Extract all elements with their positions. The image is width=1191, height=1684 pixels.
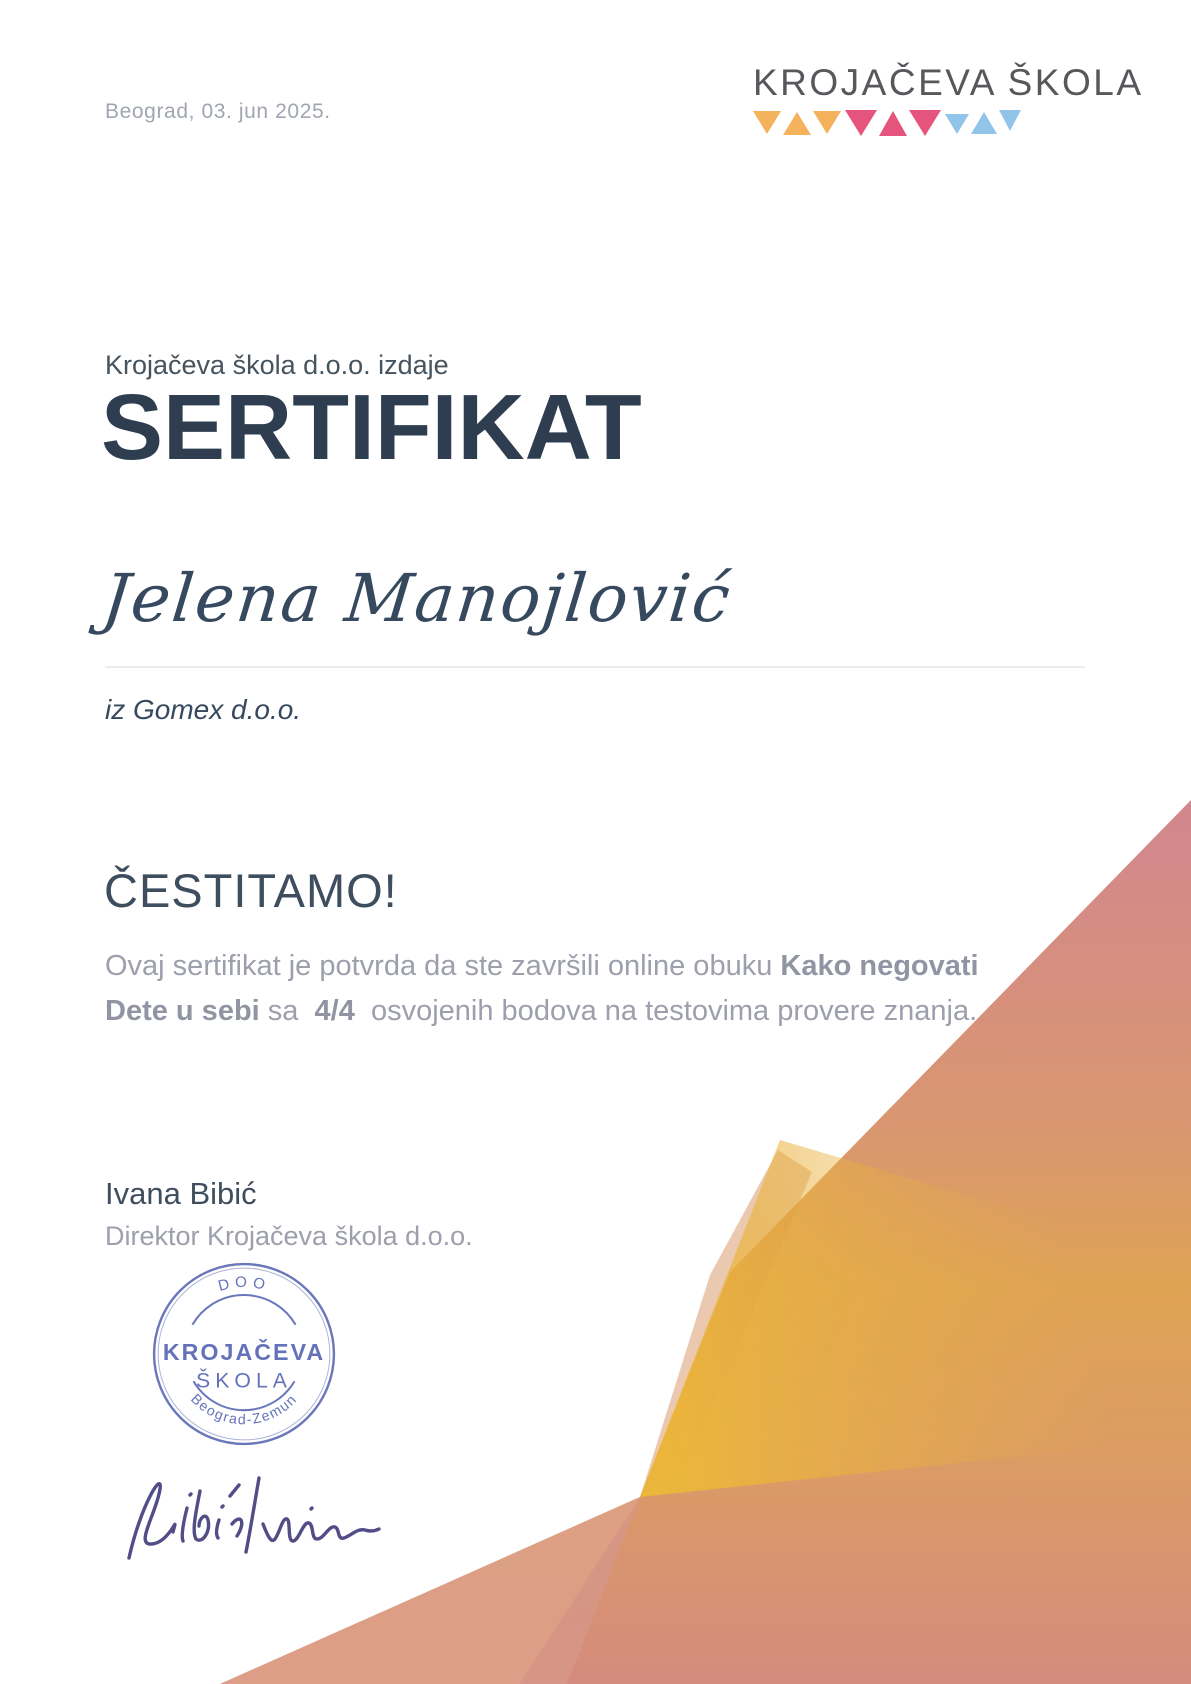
recipient-company-line: iz Gomex d.o.o. [105,694,302,725]
certificate-title: SERTIFIKAT [101,375,642,479]
logo-wordmark: KROJAČEVA ŠKOLA [753,62,1144,103]
stamp-line1: KROJAČEVA [162,1339,326,1366]
date-place-line: Beograd, 03. jun 2025. [105,100,331,123]
company-stamp [148,1258,340,1450]
stamp-bottom-text: Beograd-Zemun [188,1390,300,1428]
logo [753,62,1144,137]
stamp-top-text: DOO [216,1273,272,1295]
congrats-heading: ČESTITAMO! [104,864,398,917]
congrats-body-part3: osvojenih bodova na testovima provere znanja. [354,994,978,1027]
logo-triangle-pattern-icon [753,110,1021,137]
course-title: Kako negovati Dete u sebi [105,950,987,1027]
name-underline [105,666,1085,668]
stamp-line2: ŠKOLA [195,1369,293,1393]
score-value: 4/4 [314,994,355,1027]
issuer-line: Krojačeva škola d.o.o. izdaje [105,350,449,380]
signer-name: Ivana Bibić [105,1176,257,1211]
congrats-body [105,944,1023,1034]
recipient-name: Jelena Manojlović [98,560,736,637]
congrats-body-part2: sa [259,994,315,1027]
signer-title: Direktor Krojačeva škola d.o.o. [105,1221,473,1251]
handwritten-signature [103,1462,403,1577]
congrats-body-part1: Ovaj sertifikat je potvrda da ste završili online obuku [105,950,781,982]
